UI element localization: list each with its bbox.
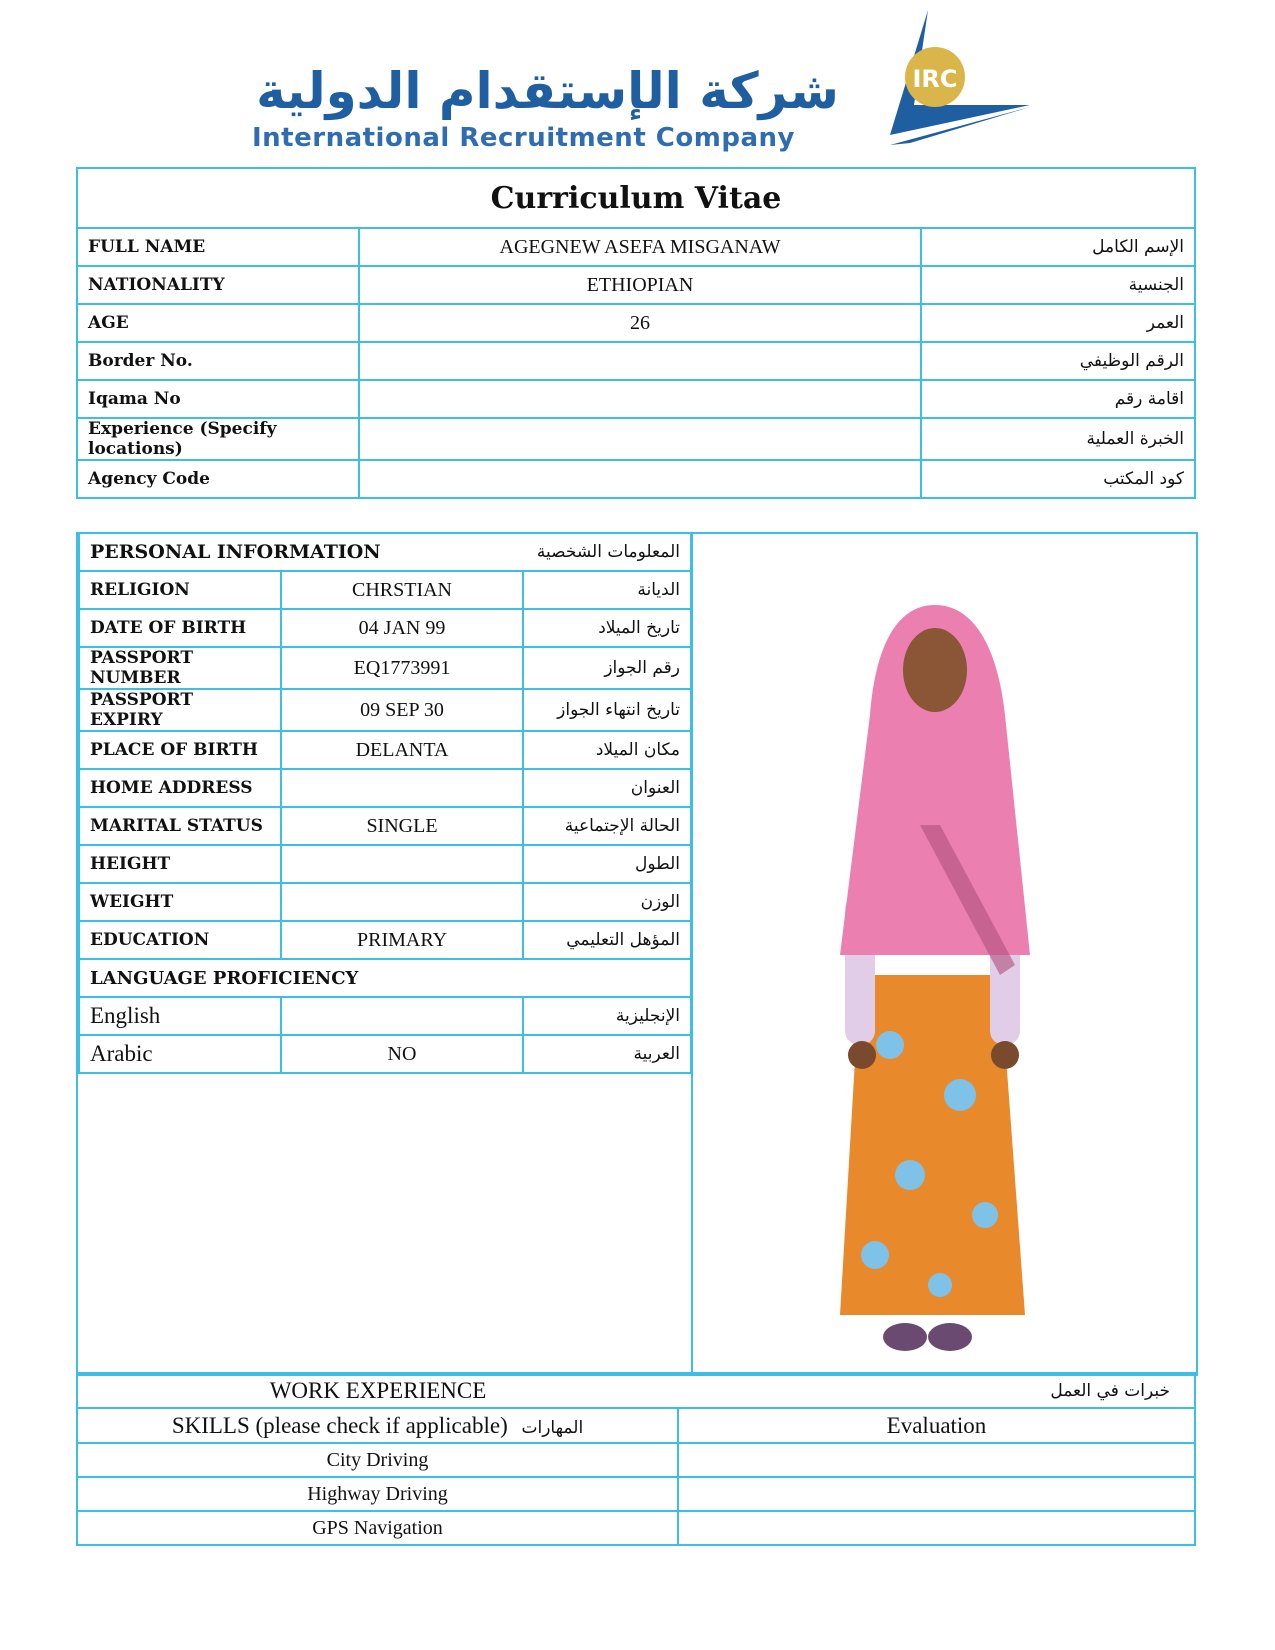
field-label: AGE	[77, 304, 359, 342]
agency-code-value	[359, 460, 921, 498]
field-label-arabic: العمر	[921, 304, 1195, 342]
table-row	[77, 418, 1195, 460]
table-row	[79, 997, 691, 1035]
cv-table	[76, 167, 1196, 499]
table-row	[77, 266, 1195, 304]
table-row	[79, 609, 691, 647]
field-label: HOME ADDRESS	[79, 769, 281, 807]
table-row	[77, 380, 1195, 418]
passport-expiry-value: 09 SEP 30	[281, 689, 523, 731]
table-row	[77, 304, 1195, 342]
field-label: HEIGHT	[79, 845, 281, 883]
language-label: English	[79, 997, 281, 1035]
table-row	[79, 1035, 691, 1073]
religion-value: CHRSTIAN	[281, 571, 523, 609]
education-value: PRIMARY	[281, 921, 523, 959]
field-label: MARITAL STATUS	[79, 807, 281, 845]
field-label-arabic: العنوان	[523, 769, 691, 807]
table-row	[79, 571, 691, 609]
field-label-arabic: الحالة الإجتماعية	[523, 807, 691, 845]
field-label: Agency Code	[77, 460, 359, 498]
arabic-value: NO	[281, 1035, 523, 1073]
skills-heading	[77, 1408, 678, 1443]
language-proficiency-heading: LANGUAGE PROFICIENCY	[79, 959, 691, 997]
company-name-english: International Recruitment Company	[252, 123, 795, 153]
table-row	[79, 647, 691, 689]
experience-value	[359, 418, 921, 460]
weight-value	[281, 883, 523, 921]
field-label: PLACE OF BIRTH	[79, 731, 281, 769]
skill-name: City Driving	[77, 1443, 678, 1477]
skill-name: Highway Driving	[77, 1477, 678, 1511]
home-address-value	[281, 769, 523, 807]
company-name-arabic: شركة الإستقدام الدولية	[256, 62, 839, 120]
skill-evaluation-cell[interactable]	[678, 1443, 1195, 1477]
skills-heading-label: SKILLS (please check if applicable)	[171, 1412, 508, 1438]
age-value: 26	[359, 304, 921, 342]
nationality-value: ETHIOPIAN	[359, 266, 921, 304]
field-label: PASSPORT EXPIRY	[79, 689, 281, 731]
work-experience-heading: WORK EXPERIENCE	[77, 1373, 678, 1408]
skills-table	[76, 1372, 1196, 1546]
full-name-value: AGEGNEW ASEFA MISGANAW	[359, 228, 921, 266]
field-label-arabic: الإسم الكامل	[921, 228, 1195, 266]
field-label-arabic: تاريخ الميلاد	[523, 609, 691, 647]
table-row	[77, 1511, 1195, 1545]
logo-badge-text: IRC	[912, 65, 958, 93]
language-label-arabic: الإنجليزية	[523, 997, 691, 1035]
language-label: Arabic	[79, 1035, 281, 1073]
field-label: WEIGHT	[79, 883, 281, 921]
field-label-arabic: تاريخ انتهاء الجواز	[523, 689, 691, 731]
table-row	[79, 883, 691, 921]
date-of-birth-value: 04 JAN 99	[281, 609, 523, 647]
field-label-arabic: المؤهل التعليمي	[523, 921, 691, 959]
field-label-arabic: الجنسية	[921, 266, 1195, 304]
field-label-arabic: اقامة رقم	[921, 380, 1195, 418]
skill-evaluation-cell[interactable]	[678, 1511, 1195, 1545]
skill-evaluation-cell[interactable]	[678, 1477, 1195, 1511]
page-title: Curriculum Vitae	[77, 168, 1195, 228]
field-label: EDUCATION	[79, 921, 281, 959]
company-logo-icon	[870, 5, 1080, 155]
field-label-arabic: الخبرة العملية	[921, 418, 1195, 460]
field-label: Border No.	[77, 342, 359, 380]
table-row	[77, 460, 1195, 498]
table-row	[77, 342, 1195, 380]
table-row	[77, 1443, 1195, 1477]
field-label-arabic: الرقم الوظيفي	[921, 342, 1195, 380]
table-row	[79, 769, 691, 807]
evaluation-heading: Evaluation	[678, 1408, 1195, 1443]
candidate-photo	[800, 595, 1080, 1365]
table-row	[79, 807, 691, 845]
field-label-arabic: رقم الجواز	[523, 647, 691, 689]
table-row	[77, 228, 1195, 266]
field-label: Experience (Specify locations)	[77, 418, 359, 460]
field-label: RELIGION	[79, 571, 281, 609]
field-label: DATE OF BIRTH	[79, 609, 281, 647]
field-label-arabic: مكان الميلاد	[523, 731, 691, 769]
personal-info-heading: PERSONAL INFORMATION	[79, 533, 523, 571]
skill-name: GPS Navigation	[77, 1511, 678, 1545]
photo-divider	[691, 532, 693, 1374]
skills-heading-arabic: المهارات	[521, 1417, 584, 1438]
language-label-arabic: العربية	[523, 1035, 691, 1073]
table-row	[79, 731, 691, 769]
marital-status-value: SINGLE	[281, 807, 523, 845]
personal-info-heading-arabic: المعلومات الشخصية	[523, 533, 691, 571]
field-label: NATIONALITY	[77, 266, 359, 304]
iqama-no-value	[359, 380, 921, 418]
table-row	[79, 689, 691, 731]
table-row	[79, 921, 691, 959]
passport-number-value: EQ1773991	[281, 647, 523, 689]
table-row	[79, 845, 691, 883]
work-experience-heading-arabic: خبرات في العمل	[678, 1373, 1195, 1408]
field-label: PASSPORT NUMBER	[79, 647, 281, 689]
field-label: FULL NAME	[77, 228, 359, 266]
field-label-arabic: كود المكتب	[921, 460, 1195, 498]
height-value	[281, 845, 523, 883]
border-no-value	[359, 342, 921, 380]
field-label-arabic: الوزن	[523, 883, 691, 921]
field-label-arabic: الديانة	[523, 571, 691, 609]
personal-info-table	[78, 532, 692, 1074]
field-label: Iqama No	[77, 380, 359, 418]
field-label-arabic: الطول	[523, 845, 691, 883]
place-of-birth-value: DELANTA	[281, 731, 523, 769]
english-value	[281, 997, 523, 1035]
table-row	[77, 1477, 1195, 1511]
